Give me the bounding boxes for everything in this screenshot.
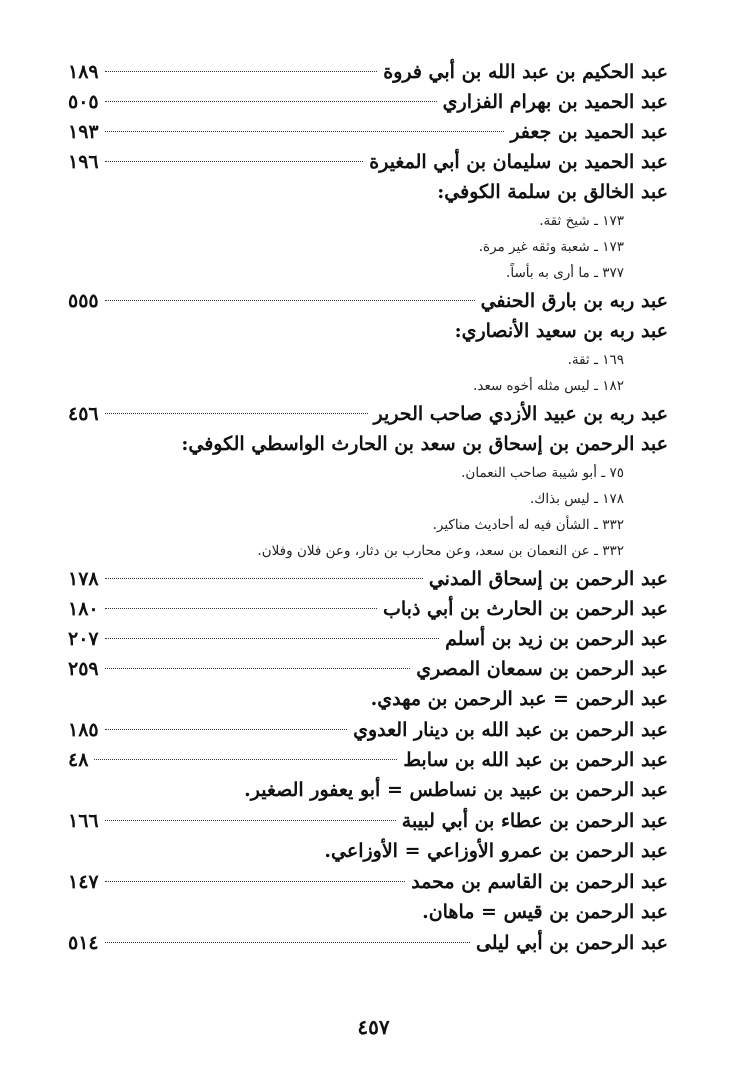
heading-name: عبد الرحمن بن عمرو الأوزاعي = الأوزاعي. — [324, 840, 668, 862]
dot-leader — [94, 759, 397, 760]
index-heading — [68, 836, 668, 867]
entry-page-number: ١٨٥ — [68, 719, 99, 741]
entry-page-number: ٥٠٥ — [68, 91, 99, 113]
entry-page-number: ٥٥٥ — [68, 290, 99, 312]
index-entry — [68, 745, 668, 775]
entry-page-number: ٥١٤ — [68, 932, 99, 954]
entry-page-number: ١٨٠ — [68, 598, 99, 620]
entry-page-number: ٢٠٧ — [68, 628, 99, 650]
sub-entry: ٧٥ ـ أبو شيبة صاحب النعمان. — [461, 465, 624, 481]
dot-leader — [105, 942, 470, 943]
heading-name: عبد الرحمن بن قيس = ماهان. — [422, 901, 668, 923]
sub-entry: ٣٣٢ ـ الشأن فيه له أحاديث مناكير. — [432, 517, 624, 533]
index-heading — [68, 177, 668, 208]
entry-page-number: ١٤٧ — [68, 871, 99, 893]
sub-entry: ١٧٣ ـ شيخ ثقة. — [539, 213, 624, 229]
sub-entry: ٣٧٧ ـ ما أرى به بأساً. — [506, 265, 624, 281]
entry-page-number: ١٩٦ — [68, 151, 99, 173]
entry-page-number: ٤٥٦ — [68, 403, 99, 425]
index-entry — [68, 715, 668, 745]
entry-name: عبد الرحمن بن أبي ليلى — [475, 932, 668, 954]
dot-leader — [105, 101, 437, 102]
index-heading — [68, 316, 668, 347]
index-list — [68, 57, 668, 958]
heading-name: عبد الرحمن = عبد الرحمن بن مهدي. — [370, 688, 668, 710]
heading-name: عبد الرحمن بن عبيد بن نساطس = أبو يعفور الصغير. — [244, 779, 668, 801]
sub-entry: ٣٣٢ ـ عن النعمان بن سعد، وعن محارب بن دثار، وعن فلان وفلان. — [257, 543, 624, 559]
dot-leader — [105, 161, 364, 162]
entry-name: عبد ربه بن بارق الحنفي — [480, 290, 668, 312]
index-entry — [68, 806, 668, 836]
dot-leader — [105, 131, 505, 132]
dot-leader — [105, 71, 378, 72]
index-entry — [68, 928, 668, 958]
dot-leader — [105, 300, 475, 301]
heading-name: عبد الخالق بن سلمة الكوفي: — [437, 181, 668, 203]
index-entry — [68, 564, 668, 594]
heading-name: عبد الرحمن بن إسحاق بن سعد بن الحارث الواسطي الكوفي: — [181, 433, 668, 455]
entry-name: عبد الحميد بن جعفر — [510, 121, 668, 143]
sub-entry: ١٨٢ ـ ليس مثله أخوه سعد. — [473, 378, 624, 394]
index-entry — [68, 594, 668, 624]
page-number: ٤٥٧ — [357, 1015, 390, 1039]
entry-name: عبد الرحمن بن زيد بن أسلم — [445, 628, 668, 650]
dot-leader — [105, 608, 377, 609]
entry-page-number: ٢٥٩ — [68, 658, 99, 680]
entry-name: عبد الرحمن بن القاسم بن محمد — [411, 871, 668, 893]
index-heading — [68, 429, 668, 460]
index-entry — [68, 624, 668, 654]
entry-page-number: ٤٨ — [68, 749, 89, 771]
index-entry — [68, 117, 668, 147]
index-entry — [68, 87, 668, 117]
index-heading — [68, 775, 668, 806]
entry-name: عبد الرحمن بن الحارث بن أبي ذباب — [383, 598, 668, 620]
heading-name: عبد ربه بن سعيد الأنصاري: — [454, 320, 668, 342]
entry-name: عبد الحميد بن بهرام الفزاري — [442, 91, 668, 113]
entry-name: عبد الرحمن بن سمعان المصري — [416, 658, 668, 680]
index-entry — [68, 867, 668, 897]
dot-leader — [105, 881, 406, 882]
dot-leader — [105, 668, 411, 669]
entry-name: عبد الرحمن بن عبد الله بن دينار العدوي — [353, 719, 668, 741]
dot-leader — [105, 729, 347, 730]
dot-leader — [105, 413, 368, 414]
sub-entry: ١٧٨ ـ ليس بذاك. — [529, 491, 624, 507]
index-entry — [68, 654, 668, 684]
index-entry — [68, 399, 668, 429]
entry-page-number: ١٩٣ — [68, 121, 99, 143]
entry-page-number: ١٨٩ — [68, 61, 99, 83]
dot-leader — [105, 820, 396, 821]
index-entry — [68, 147, 668, 177]
index-entry — [68, 286, 668, 316]
entry-name: عبد ربه بن عبيد الأزدي صاحب الحرير — [373, 403, 668, 425]
sub-entry: ١٦٩ ـ ثقة. — [567, 352, 624, 368]
entry-name: عبد الرحمن بن إسحاق المدني — [428, 568, 668, 590]
sub-entry: ١٧٣ ـ شعبة وثقه غير مرة. — [478, 239, 624, 255]
entry-page-number: ١٦٦ — [68, 810, 99, 832]
index-entry — [68, 57, 668, 87]
dot-leader — [105, 578, 423, 579]
index-heading — [68, 684, 668, 715]
dot-leader — [105, 638, 439, 639]
entry-name: عبد الحميد بن سليمان بن أبي المغيرة — [369, 151, 668, 173]
index-heading — [68, 897, 668, 928]
entry-page-number: ١٧٨ — [68, 568, 99, 590]
entry-name: عبد الرحمن بن عطاء بن أبي لبيبة — [401, 810, 668, 832]
entry-name: عبد الرحمن بن عبد الله بن سابط — [403, 749, 668, 771]
entry-name: عبد الحكيم بن عبد الله بن أبي فروة — [383, 61, 668, 83]
